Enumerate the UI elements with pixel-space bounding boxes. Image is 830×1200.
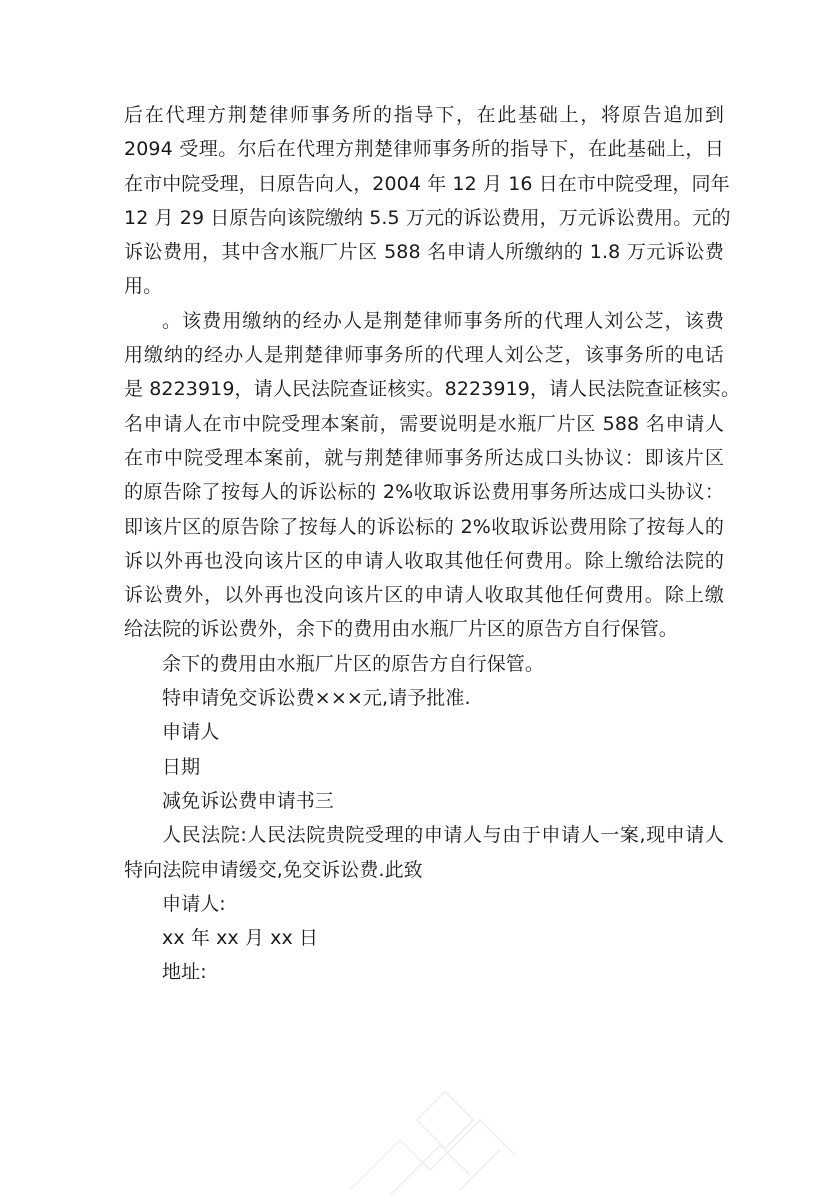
paragraph-storage: 余下的费用由水瓶厂片区的原告方自行保管。: [162, 652, 545, 675]
signature-applicant: 申请人: [162, 721, 220, 744]
address-label: 地址:: [162, 961, 207, 984]
paragraph-case-history: [124, 98, 731, 304]
text-line: 诉以外再也没向该片区的申请人收取其他任何费用。除上缴给法院的: [124, 549, 724, 572]
paragraph-court-address: [124, 818, 724, 887]
text-line: 是 8223919，请人民法院查证核实。8223919，请人民法院查证核实。: [124, 378, 741, 401]
text-line: 。该费用缴纳的经办人是荆楚律师事务所的代理人刘公芝，该费: [162, 309, 724, 332]
text-line: 在市中院受理本案前，就与荆楚律师事务所达成口头协议：即该片区: [124, 446, 724, 469]
text-line: 用。: [124, 275, 163, 298]
text-line: 后在代理方荆楚律师事务所的指导下，在此基础上，将原告追加到: [124, 104, 724, 126]
text-line: 2094 受理。尔后在代理方荆楚律师事务所的指导下，在此基础上，日: [124, 138, 724, 161]
text-line: 诉讼费外，以外再也没向该片区的申请人收取其他任何费用。除上缴: [124, 584, 724, 607]
watermark-icon: [330, 1080, 530, 1200]
text-line: 诉讼费用，其中含水瓶厂片区 588 名申请人所缴纳的 1.8 万元诉讼费: [124, 241, 724, 264]
text-line: 给法院的诉讼费外，余下的费用由水瓶厂片区的原告方自行保管。: [124, 618, 678, 641]
text-line: 名申请人在市中院受理本案前，需要说明是水瓶厂片区 588 名申请人: [124, 412, 724, 435]
text-line: 人民法院:人民法院贵院受理的申请人与由于申请人一案,现申请人: [162, 824, 724, 847]
paragraph-request: 特申请免交诉讼费×××元,请予批准.: [162, 687, 471, 710]
document-body: [124, 98, 741, 990]
text-line: 在市中院受理，日原告向人，2004 年 12 月 16 日在市中院受理，同年: [124, 172, 730, 195]
signature-date: 日期: [162, 755, 201, 778]
text-line: 12 月 29 日原告向该院缴纳 5.5 万元的诉讼费用，万元诉讼费用。元的: [124, 206, 731, 229]
text-line: 特向法院申请缓交,免交诉讼费.此致: [124, 858, 423, 881]
text-line: 即该片区的原告除了按每人的诉讼标的 2%收取诉讼费用除了按每人的: [124, 515, 724, 538]
applicant-label: 申请人:: [162, 892, 226, 915]
date-line: xx 年 xx 月 xx 日: [162, 927, 319, 950]
paragraph-fee-agent: [124, 304, 741, 647]
section-title: 减免诉讼费申请书三: [162, 789, 334, 812]
text-line: 用缴纳的经办人是荆楚律师事务所的代理人刘公芝，该事务所的电话: [124, 344, 724, 367]
text-line: 的原告除了按每人的诉讼标的 2%收取诉讼费用事务所达成口头协议：: [124, 481, 724, 504]
